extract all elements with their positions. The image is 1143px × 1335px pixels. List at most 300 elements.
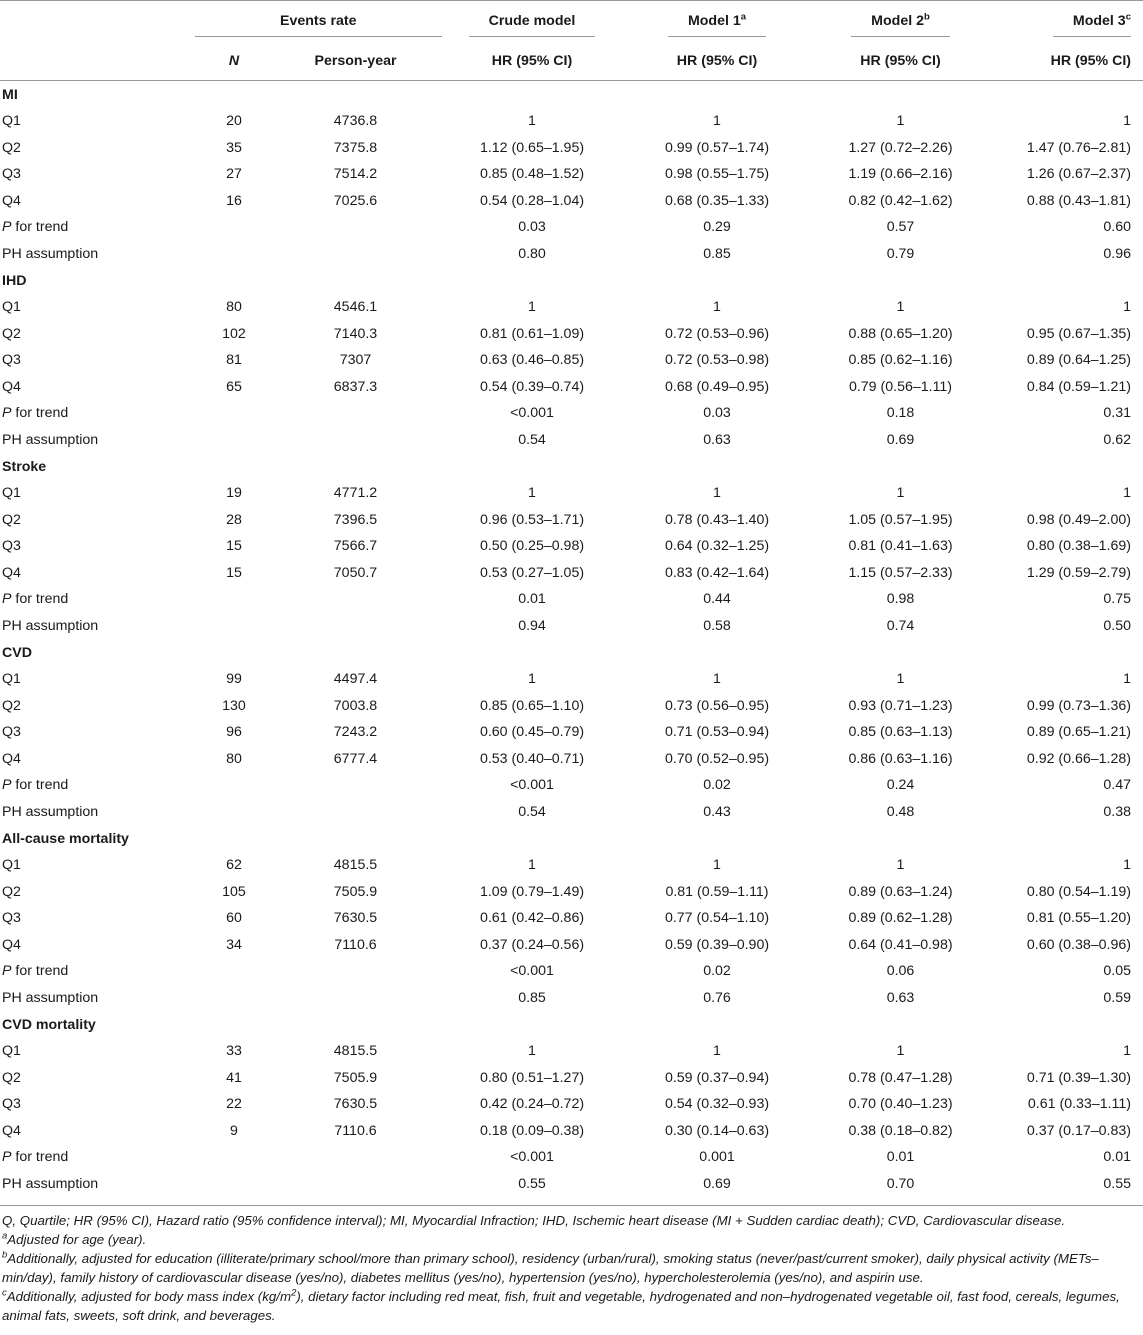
cell-crude: 0.85 (0.65–1.10) (479, 697, 585, 714)
cell-crude: <0.001 (510, 777, 554, 794)
cell-py: 7630.5 (333, 1096, 378, 1113)
section-header-row (0, 1011, 1143, 1038)
cell-n: 27 (226, 166, 242, 183)
person-year-header: Person-year (314, 53, 397, 69)
model1-header: Model 1$^a$ (668, 13, 766, 37)
cell-m3: 1.29 (0.59–2.79) (1026, 564, 1131, 581)
cell-crude: <0.001 (510, 963, 554, 980)
cell-m1: 0.81 (0.59–1.11) (665, 883, 769, 900)
row-label: Q3 (2, 910, 21, 927)
cell-m1: 0.98 (0.55–1.75) (664, 166, 770, 183)
row-label: P for trend (2, 777, 69, 794)
cell-crude: 1 (528, 485, 536, 502)
cell-crude: 0.60 (0.45–0.79) (479, 724, 585, 741)
row-label: Q1 (2, 857, 21, 874)
cell-py: 6837.3 (333, 378, 378, 395)
cell-m1: 0.77 (0.54–1.10) (664, 910, 770, 927)
cell-n: 81 (226, 352, 242, 369)
cell-n: 16 (226, 192, 242, 209)
cell-py: 7025.6 (333, 192, 378, 209)
cell-m2: 1 (896, 485, 905, 502)
row-label: PH assumption (2, 1175, 99, 1192)
cell-m3: 0.98 (0.49–2.00) (1026, 511, 1131, 528)
cell-py (273, 586, 438, 613)
cell-m3: 0.47 (1103, 777, 1131, 794)
table-row (0, 693, 1143, 720)
cell-m3: 1 (1123, 113, 1131, 130)
cell-crude: <0.001 (510, 405, 554, 422)
cell-n (195, 214, 273, 241)
cell-m1: 1 (713, 113, 721, 130)
header-row-1 (0, 1, 1143, 42)
section-header-row (0, 825, 1143, 852)
cell-py (273, 1171, 438, 1198)
cell-n: 80 (226, 750, 242, 767)
row-label: Q3 (2, 724, 21, 741)
cell-m2: 0.70 (0.40–1.23) (848, 1096, 953, 1113)
cell-py (273, 214, 438, 241)
row-label: Q4 (2, 564, 21, 581)
cell-crude: 0.54 (0.28–1.04) (479, 192, 585, 209)
cell-n: 62 (226, 857, 242, 874)
cell-m2: 0.81 (0.41–1.63) (848, 538, 953, 555)
table-footnotes (2, 1211, 1140, 1325)
cell-m3: 0.81 (0.55–1.20) (1026, 910, 1131, 927)
cell-py: 7050.7 (333, 564, 378, 581)
cell-m2: 1 (896, 113, 905, 130)
row-label: Q4 (2, 936, 21, 953)
table-row (0, 374, 1143, 401)
cell-m1: 0.29 (703, 219, 731, 236)
cell-m3: 0.89 (0.65–1.21) (1026, 724, 1131, 741)
cell-m3: 1 (1123, 299, 1131, 316)
cell-m1: 0.30 (0.14–0.63) (664, 1122, 770, 1139)
cell-n (195, 1144, 273, 1171)
model2-hr-header: HR (95% CI) (860, 53, 941, 69)
section-title: All-cause mortality (2, 830, 129, 847)
table-row (0, 985, 1143, 1012)
cell-m2: 1 (896, 857, 905, 874)
cell-m2: 1.27 (0.72–2.26) (848, 139, 953, 156)
cell-py: 7110.6 (334, 1122, 377, 1139)
cell-n: 22 (226, 1096, 242, 1113)
row-label: PH assumption (2, 617, 99, 634)
table-row (0, 560, 1143, 587)
row-label: P for trend (2, 405, 69, 422)
cell-crude: 1 (528, 1043, 536, 1060)
section-header-row (0, 639, 1143, 666)
cell-m3: 0.55 (1103, 1175, 1131, 1192)
table-row (0, 586, 1143, 613)
table-row (0, 533, 1143, 560)
row-label: Q4 (2, 1122, 21, 1139)
cell-n: 9 (230, 1122, 238, 1139)
cell-m2: 0.63 (886, 989, 915, 1006)
cell-crude: 0.81 (0.61–1.09) (479, 325, 585, 342)
footnote-b: $^b$Additionally, adjusted for education (illiterate/primary school/more than primary school), residency (urban/rural), smoking status (never/past/current smoker), daily physical activity (METs–min/day), family history of cardiovascular disease (yes/no), diabetes mellitus (yes/no), hypertension (yes/no), hypercholesterolemia (yes/no), and aspirin use. (2, 1249, 1099, 1285)
cell-m1: 0.64 (0.32–1.25) (664, 538, 770, 555)
cell-crude: 0.80 (0.51–1.27) (479, 1069, 585, 1086)
table-row (0, 400, 1143, 427)
cell-crude: 0.85 (518, 989, 546, 1006)
cell-m1: 0.68 (0.35–1.33) (664, 192, 770, 209)
cell-py: 7505.9 (333, 883, 378, 900)
cell-m3: 1.26 (0.67–2.37) (1026, 166, 1131, 183)
row-label: Q1 (2, 1043, 21, 1060)
cell-m2: 0.78 (0.47–1.28) (848, 1069, 953, 1086)
table-row (0, 241, 1143, 268)
cell-m2: 0.86 (0.63–1.16) (848, 750, 953, 767)
cell-n (195, 613, 273, 640)
table-row (0, 294, 1143, 321)
table-row (0, 135, 1143, 162)
header-row-2 (0, 42, 1143, 81)
table-row (0, 772, 1143, 799)
cell-crude: 0.80 (518, 245, 546, 262)
cell-m1: 0.69 (703, 1175, 731, 1192)
cell-py: 7375.8 (333, 139, 378, 156)
cell-crude: 0.53 (0.40–0.71) (479, 750, 585, 767)
cell-py (273, 958, 438, 985)
cell-py: 4736.8 (333, 113, 378, 130)
cell-py: 4546.1 (333, 299, 378, 316)
cell-m3: 1 (1123, 857, 1131, 874)
table-row (0, 905, 1143, 932)
section-title: CVD mortality (2, 1016, 96, 1033)
cell-m2: 0.57 (886, 219, 915, 236)
table-row (0, 1171, 1143, 1198)
table-row (0, 214, 1143, 241)
cell-py (273, 427, 438, 454)
cell-crude: 0.54 (518, 803, 546, 820)
cell-crude: 1 (528, 113, 536, 130)
cell-py: 4815.5 (333, 1043, 378, 1060)
cell-m3: 0.50 (1103, 617, 1131, 634)
table-row (0, 108, 1143, 135)
cell-m2: 0.85 (0.63–1.13) (848, 724, 953, 741)
table-row (0, 480, 1143, 507)
cell-m2: 1 (896, 671, 905, 688)
model1-hr-header: HR (95% CI) (676, 53, 758, 69)
cell-m1: 0.03 (703, 405, 731, 422)
table-row (0, 188, 1143, 215)
model2-header: Model 2$^b$ (851, 13, 950, 37)
cell-py: 7630.5 (333, 910, 378, 927)
cell-m3: 1 (1123, 671, 1131, 688)
cell-m1: 0.54 (0.32–0.93) (664, 1096, 770, 1113)
row-label: Q1 (2, 671, 21, 688)
cell-crude: 0.85 (0.48–1.52) (479, 166, 585, 183)
cell-py: 7003.8 (333, 697, 378, 714)
cell-crude: 0.53 (0.27–1.05) (479, 564, 585, 581)
footnote-c: $^c$Additionally, adjusted for body mass index $(kg/m^2)$, dietary factor including red meat, fish, fruit and vegetable, hydrogenated and non–hydrogenated vegetable oil, fast food, cereals, legumes, animal fats, sweets, soft drink, and beverages. (2, 1287, 1120, 1323)
row-label: Q1 (2, 485, 21, 502)
cell-py (273, 772, 438, 799)
cell-m3: 0.71 (0.39–1.30) (1026, 1069, 1131, 1086)
cell-m3: 1 (1123, 1043, 1131, 1060)
row-label: Q2 (2, 511, 21, 528)
cell-crude: 0.61 (0.42–0.86) (479, 910, 585, 927)
cell-n: 60 (226, 910, 242, 927)
cell-m2: 0.89 (0.63–1.24) (848, 883, 953, 900)
cell-m1: 0.68 (0.49–0.95) (664, 378, 770, 395)
cell-m1: 0.43 (703, 803, 731, 820)
table-row (0, 1065, 1143, 1092)
model3-header: Model 3$^c$ (1053, 13, 1131, 37)
cell-crude: 0.54 (0.39–0.74) (479, 378, 585, 395)
cell-m3: 0.61 (0.33–1.11) (1027, 1096, 1131, 1113)
cell-crude: 0.54 (518, 431, 546, 448)
cell-n: 105 (222, 883, 246, 900)
cell-py: 7514.2 (333, 166, 378, 183)
cell-n (195, 985, 273, 1012)
cell-n (195, 958, 273, 985)
cell-m2: 0.06 (886, 963, 915, 980)
row-label: Q4 (2, 750, 21, 767)
cell-crude: 1 (528, 299, 536, 316)
cell-m3: 0.31 (1103, 405, 1131, 422)
section-title: CVD (2, 644, 32, 661)
cell-n: 33 (226, 1043, 242, 1060)
cell-m1: 1 (713, 1043, 721, 1060)
cell-n: 130 (222, 697, 246, 714)
cell-m2: 1.15 (0.57–2.33) (848, 564, 953, 581)
row-label: PH assumption (2, 989, 99, 1006)
cell-n: 35 (226, 139, 242, 156)
row-label: PH assumption (2, 803, 99, 820)
cell-m3: 0.59 (1103, 989, 1131, 1006)
cell-m1: 0.59 (0.37–0.94) (664, 1069, 770, 1086)
cell-crude: <0.001 (510, 1149, 554, 1166)
cell-crude: 0.94 (518, 617, 546, 634)
cell-m1: 0.02 (703, 777, 731, 794)
cell-py: 4497.4 (333, 671, 378, 688)
cell-m1: 0.78 (0.43–1.40) (664, 511, 770, 528)
cell-py: 4771.2 (333, 485, 378, 502)
cell-py: 7307 (339, 352, 372, 369)
table-row (0, 932, 1143, 959)
cell-m2: 0.93 (0.71–1.23) (848, 697, 953, 714)
row-label: Q3 (2, 352, 21, 369)
cell-m2: 0.82 (0.42–1.62) (848, 192, 953, 209)
cell-m2: 0.18 (886, 405, 915, 422)
cell-m2: 0.79 (0.56–1.11) (848, 378, 953, 395)
cell-m1: 0.73 (0.56–0.95) (664, 697, 770, 714)
cell-m3: 0.95 (0.67–1.35) (1026, 325, 1131, 342)
model3-hr-header: HR (95% CI) (1050, 53, 1131, 69)
cell-crude: 0.50 (0.25–0.98) (479, 538, 585, 555)
row-label: Q1 (2, 113, 21, 130)
cell-m1: 0.001 (699, 1149, 735, 1166)
table-row (0, 321, 1143, 348)
cell-m2: 0.74 (886, 617, 915, 634)
cell-py (273, 799, 438, 826)
cell-m2: 0.38 (0.18–0.82) (848, 1122, 953, 1139)
table-row (0, 507, 1143, 534)
row-label: PH assumption (2, 431, 99, 448)
cell-m3: 0.62 (1103, 431, 1131, 448)
crude-hr-header: HR (95% CI) (491, 53, 573, 69)
cell-m1: 0.72 (0.53–0.96) (664, 325, 770, 342)
cell-m2: 0.48 (886, 803, 915, 820)
cell-crude: 1.12 (0.65–1.95) (479, 139, 585, 156)
cell-m2: 1.05 (0.57–1.95) (848, 511, 953, 528)
cell-m2: 0.98 (886, 591, 915, 608)
n-header: N (228, 53, 240, 69)
cell-m3: 0.89 (0.64–1.25) (1026, 352, 1131, 369)
table-row (0, 852, 1143, 879)
row-label: P for trend (2, 591, 69, 608)
cell-m3: 0.99 (0.73–1.36) (1026, 697, 1131, 714)
table-row (0, 161, 1143, 188)
cell-py: 7396.5 (333, 511, 378, 528)
table-row (0, 1144, 1143, 1171)
table-row (0, 427, 1143, 454)
section-title: Stroke (2, 458, 47, 475)
events-rate-header: Events rate (195, 13, 442, 37)
cell-py (273, 1144, 438, 1171)
row-label: P for trend (2, 1149, 69, 1166)
cell-py: 7566.7 (333, 538, 378, 555)
table-row (0, 746, 1143, 773)
cell-m1: 0.02 (703, 963, 731, 980)
table-body (0, 81, 1143, 1198)
cell-m1: 0.71 (0.53–0.94) (664, 724, 770, 741)
cell-n: 102 (222, 325, 246, 342)
cell-n (195, 799, 273, 826)
cell-crude: 1.09 (0.79–1.49) (479, 883, 585, 900)
cell-n (195, 772, 273, 799)
table-row (0, 613, 1143, 640)
table-row (0, 719, 1143, 746)
row-label: Q2 (2, 139, 21, 156)
cell-m3: 0.01 (1103, 1149, 1131, 1166)
row-label: Q2 (2, 325, 21, 342)
cell-m1: 0.85 (703, 245, 731, 262)
row-label: Q4 (2, 378, 21, 395)
row-label: Q1 (2, 299, 21, 316)
cell-m3: 0.05 (1103, 963, 1131, 980)
cell-m2: 0.24 (886, 777, 915, 794)
table-row (0, 1118, 1143, 1145)
cell-n (195, 1171, 273, 1198)
cell-crude: 0.03 (518, 219, 546, 236)
row-label: Q2 (2, 697, 21, 714)
cell-py: 7140.3 (333, 325, 378, 342)
cell-n: 65 (226, 378, 242, 395)
cell-py (273, 241, 438, 268)
cell-py (273, 400, 438, 427)
cell-crude: 1 (528, 857, 536, 874)
cell-m1: 0.44 (703, 591, 731, 608)
row-label: Q2 (2, 883, 21, 900)
cell-n: 99 (226, 671, 242, 688)
section-title: IHD (2, 272, 27, 289)
section-header-row (0, 81, 1143, 109)
cell-py (273, 985, 438, 1012)
cell-py: 4815.5 (333, 857, 378, 874)
section-header-row (0, 453, 1143, 480)
cell-m2: 0.79 (886, 245, 915, 262)
cell-m1: 0.58 (703, 617, 731, 634)
cell-crude: 1 (528, 671, 536, 688)
cell-m2: 0.89 (0.62–1.28) (848, 910, 953, 927)
cell-m2: 0.69 (886, 431, 915, 448)
cell-py: 7505.9 (333, 1069, 378, 1086)
cell-m2: 1 (896, 299, 905, 316)
cell-n (195, 400, 273, 427)
cell-n: 20 (226, 113, 242, 130)
cell-n (195, 241, 273, 268)
cell-m3: 0.84 (0.59–1.21) (1026, 378, 1131, 395)
cell-n: 41 (226, 1069, 242, 1086)
cell-m3: 0.60 (0.38–0.96) (1026, 936, 1131, 953)
cell-py: 6777.4 (333, 750, 378, 767)
cell-m1: 0.63 (703, 431, 731, 448)
row-label: Q2 (2, 1069, 21, 1086)
footnote-a: $^a$Adjusted for age (year). (2, 1230, 147, 1247)
section-header-row (0, 267, 1143, 294)
table-row (0, 666, 1143, 693)
row-label: Q4 (2, 192, 21, 209)
cell-n: 34 (226, 936, 242, 953)
cell-m3: 0.75 (1103, 591, 1131, 608)
cell-m3: 0.80 (0.38–1.69) (1026, 538, 1131, 555)
table-row (0, 958, 1143, 985)
cell-crude: 0.37 (0.24–0.56) (479, 936, 585, 953)
row-label: P for trend (2, 219, 69, 236)
section-title: MI (2, 86, 18, 103)
table-row (0, 879, 1143, 906)
cell-m3: 1 (1123, 485, 1131, 502)
cell-m1: 0.83 (0.42–1.64) (664, 564, 770, 581)
table-row (0, 1091, 1143, 1118)
cell-m1: 1 (713, 299, 721, 316)
cell-m1: 0.76 (703, 989, 731, 1006)
row-label: Q3 (2, 166, 21, 183)
cell-m1: 1 (713, 671, 721, 688)
cell-m3: 1.47 (0.76–2.81) (1026, 139, 1131, 156)
cell-n: 80 (226, 299, 242, 316)
cell-crude: 0.63 (0.46–0.85) (479, 352, 585, 369)
cell-m3: 0.96 (1103, 245, 1131, 262)
cell-crude: 0.96 (0.53–1.71) (479, 511, 585, 528)
cell-m2: 0.85 (0.62–1.16) (848, 352, 953, 369)
cell-m3: 0.60 (1103, 219, 1131, 236)
cell-m2: 0.64 (0.41–0.98) (848, 936, 953, 953)
cell-m1: 1 (713, 485, 721, 502)
cell-m3: 0.80 (0.54–1.19) (1026, 883, 1131, 900)
cell-m1: 0.72 (0.53–0.98) (664, 352, 770, 369)
cell-n: 19 (226, 485, 242, 502)
cell-m2: 0.88 (0.65–1.20) (848, 325, 953, 342)
table-row (0, 1038, 1143, 1065)
row-label: Q3 (2, 538, 21, 555)
cell-m3: 0.88 (0.43–1.81) (1026, 192, 1131, 209)
cell-m2: 0.70 (886, 1175, 915, 1192)
cell-py: 7110.6 (334, 936, 377, 953)
cell-m2: 1.19 (0.66–2.16) (848, 166, 953, 183)
cell-n: 28 (226, 511, 242, 528)
cell-m1: 0.70 (0.52–0.95) (664, 750, 770, 767)
footnote-abbreviations: Q, Quartile; HR (95% CI), Hazard ratio (95% confidence interval); MI, Myocardial Infraction; IHD, Ischemic heart disease (MI + Sudden cardiac death); CVD, Cardiovascular disease. (2, 1213, 1066, 1228)
cell-crude: 0.55 (518, 1175, 546, 1192)
cell-m1: 0.99 (0.57–1.74) (664, 139, 770, 156)
cell-m2: 1 (896, 1043, 905, 1060)
row-label: P for trend (2, 963, 69, 980)
cell-m2: 0.01 (886, 1149, 915, 1166)
cell-n (195, 586, 273, 613)
